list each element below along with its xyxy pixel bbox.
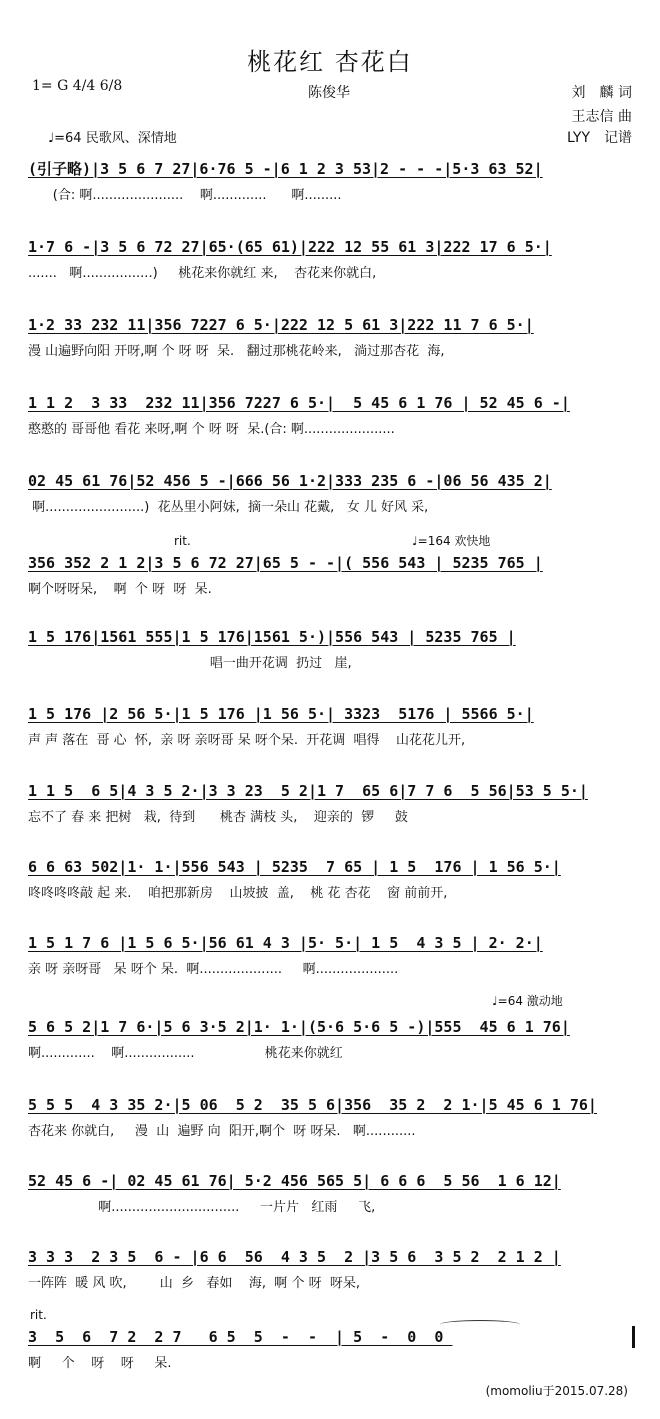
final-barline [632, 1326, 635, 1348]
score-system [28, 158, 638, 206]
lyrics-line: 憨憨的 哥哥他 看花 来呀,啊 个 呀 呀 呆.(合: 啊...................... [28, 422, 395, 437]
tie-curve [440, 1320, 520, 1329]
lyrics-line: ....... 啊.................) 桃花来你就红 来, 杏花来你就白, [28, 266, 377, 281]
notation-line: 1 1 5 6 5|4 3 5 2·|3 3 23 5 2|1 7 65 6|7 7 6 5 56|53 5 5·| [28, 782, 588, 800]
notation-line: 6 6 63 502|1· 1·|556 543 | 5235 7 65 | 1 5 176 | 1 56 5·| [28, 858, 561, 876]
score-system [28, 703, 638, 751]
score-system [28, 314, 638, 362]
tempo-change-marking: ♩=64 激动地 [492, 994, 563, 1008]
score-system [28, 236, 638, 284]
notation-line: (引子略)|3 5 6 7 27|6·76 5 -|6 1 2 3 53|2 - - -|5·3 63 52| [28, 160, 543, 178]
score-system [28, 1094, 638, 1142]
lyrics-line: 啊........................) 花丛里小阿妹, 摘一朵山 花戴, 女 儿 好风 采, [28, 500, 429, 515]
tempo-change-marking: ♩=164 欢快地 [412, 534, 491, 548]
song-title: 桃花红 杏花白 [247, 48, 413, 76]
lyricist-credit: 刘 麟 词 [571, 85, 632, 101]
notation-line: 5 6 5 2|1 7 6·|5 6 3·5 2|1· 1·|(5·6 5·6 5 -)|555 45 6 1 76| [28, 1018, 570, 1036]
score-system [28, 932, 638, 980]
notation-line: 1·7 6 -|3 5 6 72 27|65·(65 61)|222 12 55 61 3|222 17 6 5·| [28, 238, 552, 256]
score-system [28, 1246, 638, 1294]
notation-line: 1·2 33 232 11|356 7227 6 5·|222 12 5 61 3|222 11 7 6 5·| [28, 316, 534, 334]
score-system [28, 392, 638, 440]
lyrics-line: 漫 山遍野向阳 开呀,啊 个 呀 呀 呆. 翻过那桃花岭来, 淌过那杏花 海, [28, 344, 445, 359]
tempo-marking: ♩=64 民歌风、深情地 [48, 131, 177, 146]
transcription-footer: (momoliu于2015.07.28) [485, 1384, 628, 1398]
lyrics-line: (合: 啊...................... 啊............. 啊......... [28, 188, 342, 203]
lyrics-line: 声 声 落在 哥 心 怀, 亲 呀 亲呀哥 呆 呀个呆. 开花调 唱得 山花花儿开, [28, 733, 466, 748]
notation-line: 1 5 176|1561 555|1 5 176|1561 5·)|556 543 | 5235 765 | [28, 628, 516, 646]
score-system [28, 470, 638, 518]
notation-line: 52 45 6 -| 02 45 61 76| 5·2 456 565 5| 6 6 6 5 56 1 6 12| [28, 1172, 561, 1190]
notation-line: 5 5 5 4 3 35 2·|5 06 5 2 35 5 6|356 35 2 2 1·|5 45 6 1 76| [28, 1096, 597, 1114]
lyrics-line: 亲 呀 亲呀哥 呆 呀个 呆. 啊.................... 啊.................... [28, 962, 399, 977]
lyrics-line: 唱一曲开花调 扔过 崖, [28, 656, 352, 671]
notation-line: 02 45 61 76|52 456 5 -|666 56 1·2|333 235 6 -|06 56 435 2| [28, 472, 552, 490]
notation-line: 3 3 3 2 3 5 6 - |6 6 56 4 3 5 2 |3 5 6 3 5 2 2 1 2 | [28, 1248, 561, 1266]
composer-credit: 王志信 曲 [571, 109, 632, 125]
score-system [28, 780, 638, 828]
notation-line: 1 1 2 3 33 232 11|356 7227 6 5·| 5 45 6 1 76 | 52 45 6 -| [28, 394, 570, 412]
lyrics-line: 忘不了 春 来 把树 栽, 待到 桃杏 满枝 头, 迎亲的 锣 鼓 [28, 810, 408, 825]
score-system [28, 1170, 638, 1218]
score-system [28, 1016, 638, 1064]
lyrics-line: 杏花来 你就白, 漫 山 遍野 向 阳开,啊个 呀 呀呆. 啊............ [28, 1124, 416, 1139]
score-system [28, 626, 638, 674]
artist-name: 陈俊华 [308, 85, 350, 101]
lyrics-line: 咚咚咚咚敲 起 来. 咱把那新房 山坡披 盖, 桃 花 杏花 窗 前前开, [28, 886, 448, 901]
notation-line: 1 5 1 7 6 |1 5 6 5·|56 61 4 3 |5· 5·| 1 5 4 3 5 | 2· 2·| [28, 934, 543, 952]
score-system [28, 1326, 638, 1374]
notation-line: 356 352 2 1 2|3 5 6 72 27|65 5 - -|( 556 543 | 5235 765 | [28, 554, 543, 572]
notation-line: 3 5 6 7 2 2 7 6 5 5 - - | 5 - 0 0 [28, 1328, 453, 1346]
transcriber-credit: LYY 记谱 [566, 130, 632, 146]
score-system [28, 552, 638, 600]
lyrics-line: 啊............. 啊................. 桃花来你就红 [28, 1046, 343, 1061]
lyrics-line: 啊个呀呀呆, 啊 个 呀 呀 呆. [28, 582, 212, 597]
rit-marking: rit. [30, 1308, 47, 1322]
lyrics-line: 啊 个 呀 呀 呆. [28, 1356, 172, 1371]
lyrics-line: 一阵阵 暖 风 吹, 山 乡 春如 海, 啊 个 呀 呀呆, [28, 1276, 360, 1291]
key-signature: 1= G 4/4 6/8 [32, 78, 123, 94]
lyrics-line: 啊............................... 一片片 红雨 飞, [28, 1200, 376, 1215]
rit-marking: rit. [174, 534, 191, 548]
notation-line: 1 5 176 |2 56 5·|1 5 176 |1 56 5·| 3323 5176 | 5566 5·| [28, 705, 534, 723]
score-system [28, 856, 638, 904]
